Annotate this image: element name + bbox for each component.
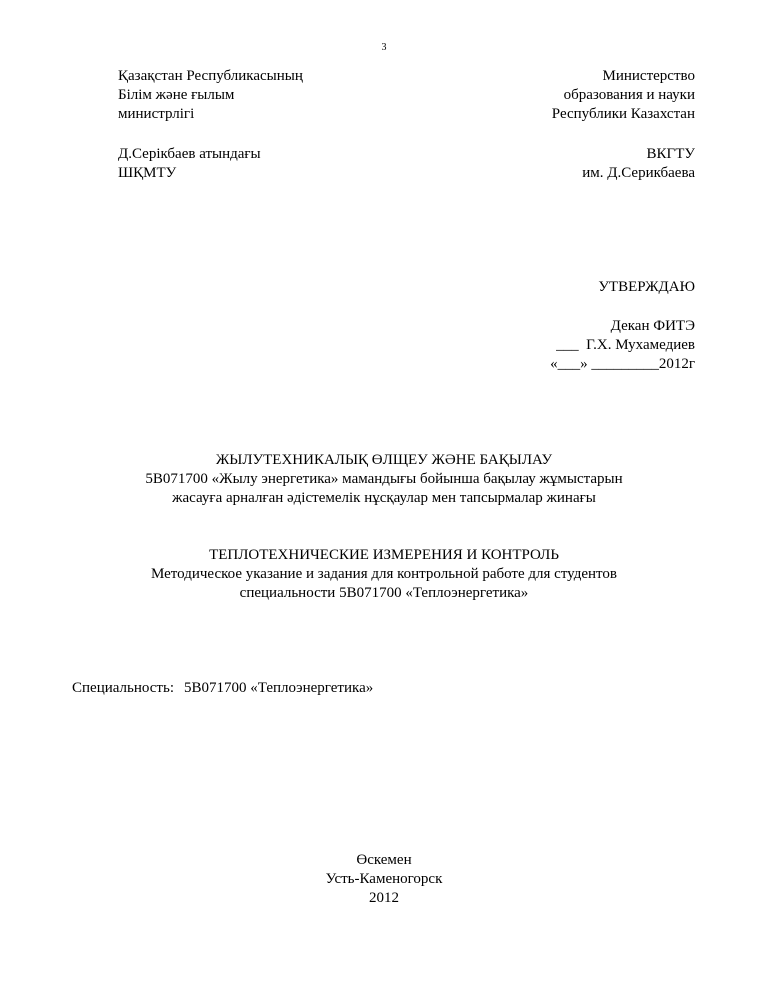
- ministry-kz-line-3: министрлігі: [118, 106, 195, 122]
- ministry-ru-line-2: образования и науки: [563, 87, 695, 103]
- university-kz-line-2: ШҚМТУ: [118, 165, 177, 181]
- city-russian: Усть-Каменогорск: [325, 871, 443, 887]
- ministry-kz-line-2: Білім және ғылым: [118, 87, 235, 103]
- ministry-ru-line-1: Министерство: [602, 68, 695, 84]
- ministry-name-russian: [552, 67, 695, 124]
- specialty-value: 5В071700 «Теплоэнергетика»: [183, 680, 374, 696]
- approval-block: [550, 317, 695, 374]
- city-kazakh: Өскемен: [356, 852, 412, 868]
- title-block-russian: [0, 546, 768, 603]
- approval-heading: УТВЕРЖДАЮ: [598, 279, 695, 295]
- university-ru-line-1: ВКГТУ: [646, 146, 695, 162]
- ministry-kz-line-1: Қазақстан Республикасының: [118, 68, 303, 84]
- subtitle-russian-line-1: Методическое указание и задания для контрольной работе для студентов: [151, 566, 617, 582]
- title-russian: ТЕПЛОТЕХНИЧЕСКИЕ ИЗМЕРЕНИЯ И КОНТРОЛЬ: [209, 547, 559, 563]
- approval-position: Декан ФИТЭ: [610, 318, 695, 334]
- university-kz-line-1: Д.Серікбаев атындағы: [118, 146, 261, 162]
- specialty-label: Специальность:: [72, 680, 174, 696]
- subtitle-kazakh-line-1: 5В071700 «Жылу энергетика» мамандығы бойынша бақылау жұмыстарын: [145, 471, 623, 487]
- year: 2012: [369, 890, 399, 906]
- ministry-ru-line-3: Республики Казахстан: [551, 106, 695, 122]
- university-name-russian: [582, 145, 695, 183]
- ministry-name-kazakh: [118, 67, 303, 124]
- subtitle-russian-line-2: специальности 5В071700 «Теплоэнергетика»: [239, 585, 529, 601]
- approval-date-line: «___» _________2012г: [550, 356, 695, 372]
- page-number: 3: [381, 42, 387, 53]
- title-block-kazakh: [0, 451, 768, 508]
- specialty-line: [72, 679, 373, 698]
- university-name-kazakh: [118, 145, 261, 183]
- subtitle-kazakh-line-2: жасауға арналған әдістемелік нұсқаулар мен тапсырмалар жинағы: [172, 490, 596, 506]
- university-ru-line-2: им. Д.Серикбаева: [582, 165, 695, 181]
- footer-block: [0, 851, 768, 908]
- title-kazakh: ЖЫЛУТЕХНИКАЛЫҚ ӨЛЩЕУ ЖӘНЕ БАҚЫЛАУ: [215, 452, 553, 468]
- approval-signature-line: ___ Г.Х. Мухамедиев: [556, 337, 695, 353]
